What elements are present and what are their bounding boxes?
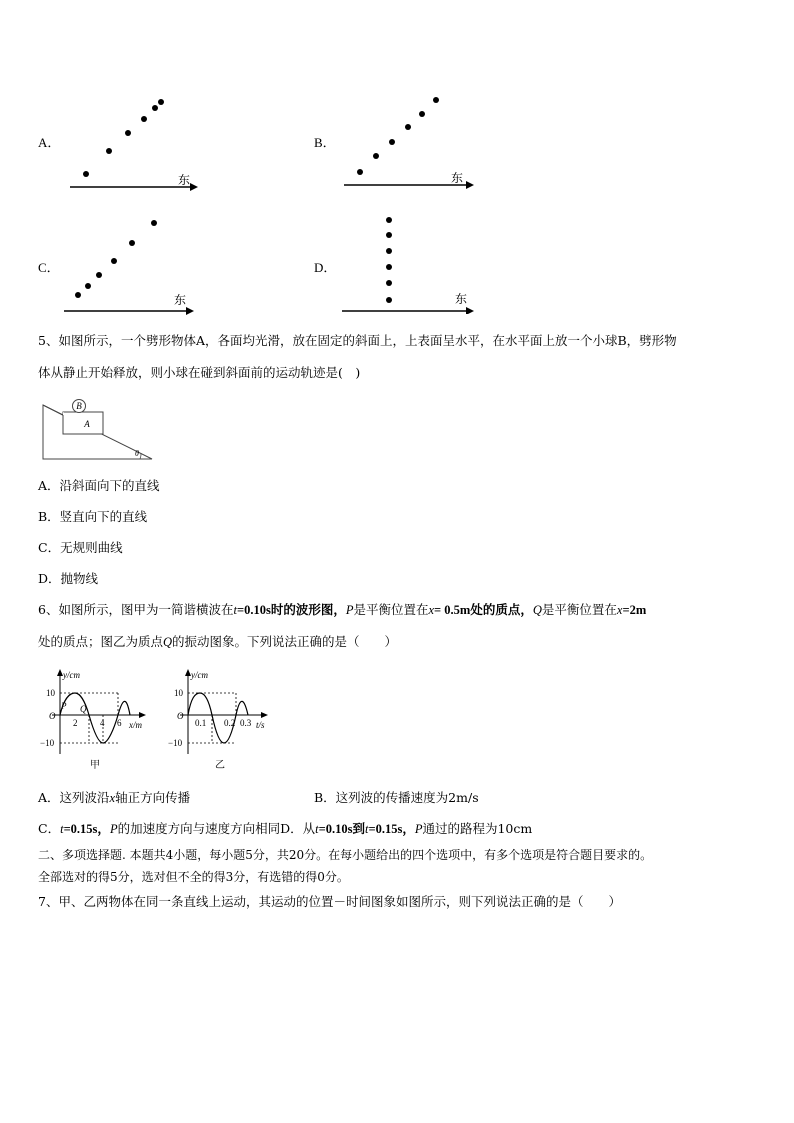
q6-text: A．这列波沿 <box>38 790 110 805</box>
jia-origin: O <box>49 711 56 721</box>
option-d-east-label: 东 <box>455 292 468 306</box>
q5-stem-line2: 体从静止开始释放，则小球在碰到斜面前的运动轨迹是( ) <box>38 365 361 380</box>
q6-text: =2m <box>622 603 647 617</box>
q6-figure-yi <box>168 668 278 774</box>
q6-text: C． <box>38 821 61 836</box>
q6-text: =0.15s， <box>368 822 415 836</box>
q6-text: 轴正方向传播 <box>115 790 191 805</box>
jia-tick-4: 4 <box>100 718 105 728</box>
option-b-east-label: 东 <box>451 171 464 185</box>
jia-point-q: Q <box>80 704 87 714</box>
q5-option-b: B．竖直向下的直线 <box>38 509 148 524</box>
q5-option-d: D．抛物线 <box>38 571 99 586</box>
yi-caption: 乙 <box>215 760 225 771</box>
section2-heading-line2: 全部选对的得5分，选对但不全的得3分，有选错的得0分。 <box>38 870 349 884</box>
jia-xlabel: x/m <box>129 720 142 730</box>
q6-text: 是平衡位置在 <box>353 602 429 617</box>
jia-ytop: 10 <box>46 688 55 698</box>
option-d-label: D． <box>314 260 337 275</box>
q6-text: 6、如图所示，图甲为一简谐横波在 <box>38 602 234 617</box>
yi-ylabel: y/cm <box>191 670 208 680</box>
yi-tick-0-1: 0.1 <box>195 718 207 728</box>
q6-text: =0.10s到 <box>318 822 365 836</box>
q6-text: 的加速度方向与速度方向相同D．从 <box>117 821 316 836</box>
q5-option-c: C．无规则曲线 <box>38 540 123 555</box>
option-a-east-label: 东 <box>178 173 191 187</box>
q5-angle-label: θ <box>135 449 139 458</box>
q6-option-b: B．这列波的传播速度为2m/s <box>314 790 479 805</box>
option-b-label: B． <box>314 135 336 150</box>
yi-tick-0-3: 0.3 <box>240 718 252 728</box>
jia-point-p: P <box>61 701 67 711</box>
section2-heading-line1: 二、多项选择题. 本题共4小题，每小题5分，共20分。在每小题给出的四个选项中，有多个选项是符合题目要求的。 <box>38 848 653 862</box>
option-a-label: A． <box>38 135 61 150</box>
q6-var-q: Q <box>532 603 542 617</box>
yi-ytop: 10 <box>174 688 183 698</box>
q6-var-p: P <box>345 603 354 617</box>
q6-text: =0.10s时的波形图， <box>236 603 346 617</box>
q6-var-q: Q <box>163 635 173 649</box>
jia-ybot: −10 <box>40 738 55 748</box>
jia-tick-2: 2 <box>73 718 78 728</box>
q6-option-a <box>38 789 190 807</box>
yi-tick-0-2: 0.2 <box>224 718 236 728</box>
q6-var-t: t <box>233 603 237 617</box>
q5-option-a: A．沿斜面向下的直线 <box>38 478 160 493</box>
q5-wedge-label: A <box>84 419 90 429</box>
q6-var-p: P <box>109 822 118 836</box>
q6-stem-line2 <box>38 633 397 651</box>
q5-incline-figure <box>40 397 156 463</box>
q7-stem: 7、甲、乙两物体在同一条直线上运动，其运动的位置－时间图象如图所示，则下列说法正确的是（ ） <box>38 894 621 909</box>
q6-stem-line1 <box>38 601 646 619</box>
jia-ylabel: y/cm <box>63 670 80 680</box>
q6-text: 通过的路程为10cm <box>422 821 533 836</box>
q6-text: 处的质点；图乙为质点 <box>38 634 164 649</box>
q6-var-t: t <box>364 822 369 836</box>
q6-text: 是平衡位置在 <box>541 602 617 617</box>
option-c-label: C． <box>38 260 60 275</box>
q5-stem-line1: 5、如图所示，一个劈形物体A，各面均光滑，放在固定的斜面上，上表面呈水平，在水平面上放一个小球B，劈形物 <box>38 333 677 348</box>
q6-var-x: x <box>428 603 435 617</box>
q6-var-x: x <box>109 791 116 805</box>
q6-text: = 0.5m处的质点， <box>434 603 533 617</box>
q6-var-p: P <box>414 822 423 836</box>
q6-figure-jia <box>40 668 152 774</box>
yi-xlabel: t/s <box>256 720 265 730</box>
q6-var-x: x <box>616 603 623 617</box>
jia-tick-6: 6 <box>117 718 122 728</box>
jia-caption: 甲 <box>90 760 100 771</box>
q6-option-c-d <box>38 820 532 838</box>
q6-text: 的振动图象。下列说法正确的是（ ） <box>172 634 398 649</box>
q5-ball-label: B <box>76 401 82 411</box>
q6-var-t: t <box>60 822 64 836</box>
yi-origin: O <box>177 711 184 721</box>
q6-var-t: t <box>315 822 319 836</box>
option-c-east-label: 东 <box>174 293 187 307</box>
q6-text: =0.15s， <box>63 822 110 836</box>
yi-ybot: −10 <box>168 738 183 748</box>
